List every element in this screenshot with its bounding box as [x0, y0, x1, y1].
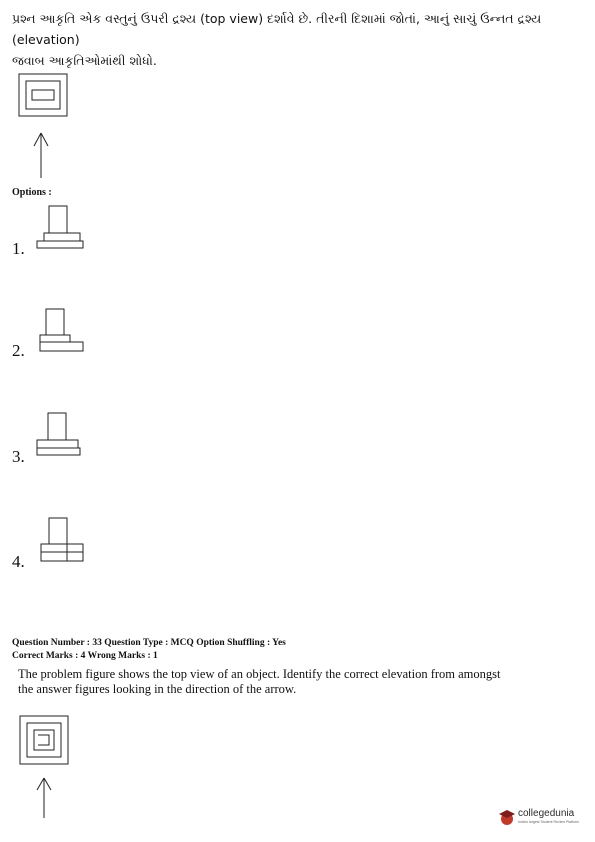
option-label-1: 1. [12, 239, 25, 258]
options-heading: Options : [12, 187, 52, 198]
arrow-up-icon [37, 778, 51, 818]
option-label-4: 4. [12, 552, 25, 571]
figure-2-middle-square [27, 723, 61, 757]
question-meta-line-2: Correct Marks : 4 Wrong Marks : 1 [12, 651, 158, 661]
question-en-line-1: The problem figure shows the top view of an object. Identify the correct elevation from amongst [18, 667, 501, 681]
collegedunia-logo [498, 806, 590, 830]
brand-name: collegedunia [518, 808, 575, 819]
option-label-3: 3. [12, 447, 25, 466]
question-en-line-2: the answer figures looking in the direction of the arrow. [18, 682, 297, 696]
question-line-1: પ્રશ્ન આકૃતિ એક વસ્તુનું ઉપરી દ્રશ્ય (top view) દર્શાવે છે. તીરની દિશામાં જોતાં, આનું સાચું ઉન્નત દ્રશ્ય (elevation) [12, 11, 542, 47]
question-meta-line-1: Question Number : 33 Question Type : MCQ Option Shuffling : Yes [12, 638, 286, 648]
option-label-2: 2. [12, 341, 25, 360]
brand-tagline: India's largest Student Review Platform [518, 820, 579, 824]
question-line-2: જવાબ આકૃતિઓમાંથી શોધો. [12, 53, 157, 68]
graduation-cap-icon [498, 808, 516, 826]
figure-2-inner-square [34, 730, 54, 750]
figure-2-inner-bracket [38, 735, 49, 745]
